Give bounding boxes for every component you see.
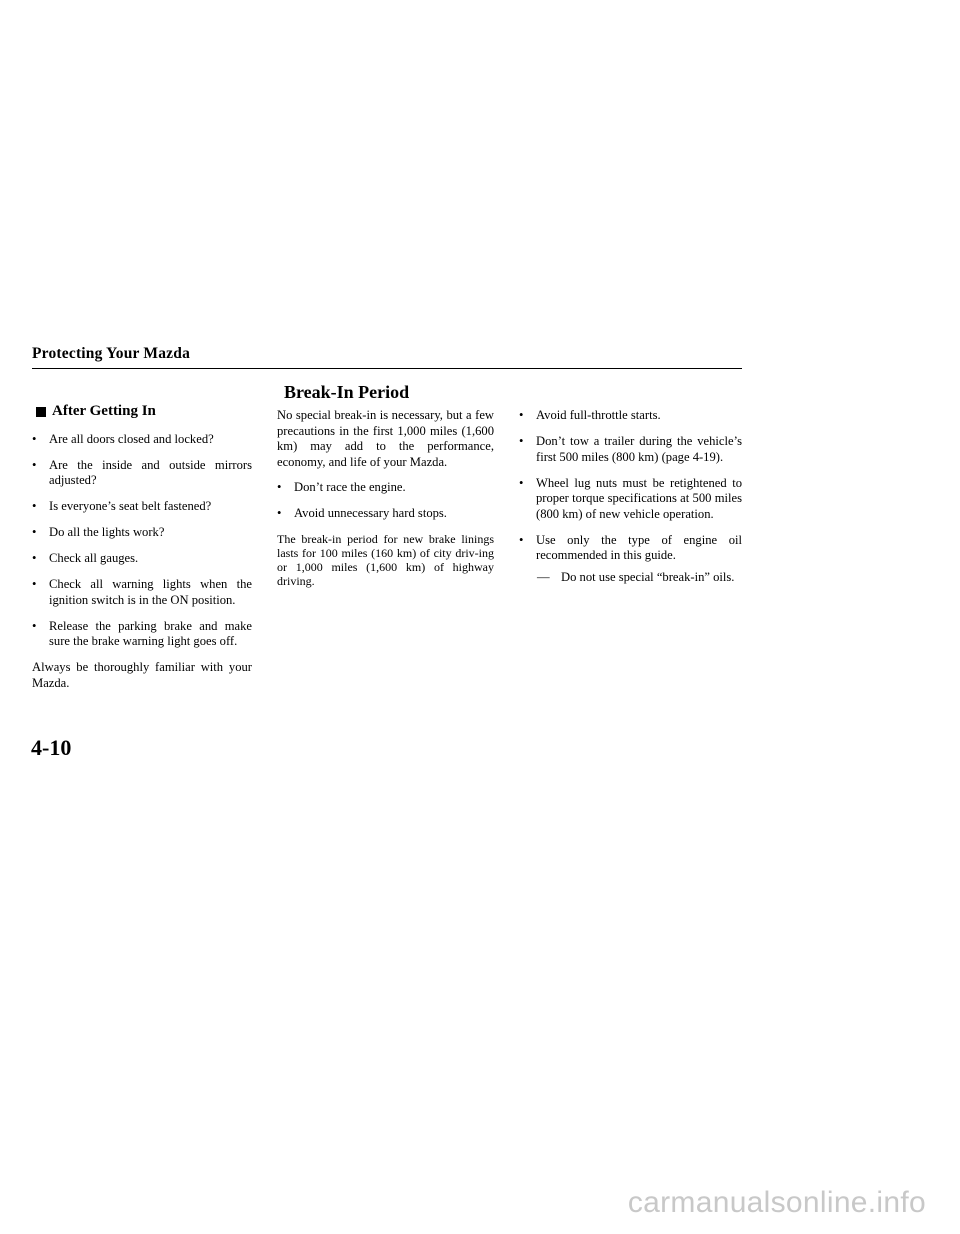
header-rule: [32, 368, 742, 369]
brake-linings-note: The break-in period for new brake linings lasts for 100 miles (160 km) of city driv-ing or 1,000 miles (1,600 km) of highway driving.: [277, 532, 494, 588]
checklist-item: • Check all gauges.: [32, 551, 252, 567]
closing-paragraph: Always be thoroughly familiar with your Mazda.: [32, 660, 252, 690]
precaution-text: Use only the type of engine oil recommended in this guide.: [536, 532, 742, 562]
column-after-getting-in: [32, 404, 252, 701]
precaution-item: • Wheel lug nuts must be retightened to proper torque specifications at 500 miles (800 km) of new vehicle operation.: [519, 476, 742, 523]
square-bullet-icon: [36, 407, 46, 417]
sub-item: [519, 570, 742, 586]
section-heading: Break-In Period: [284, 382, 410, 402]
precaution-item: • Don’t tow a trailer during the vehicle’s first 500 miles (800 km) (page 4-19).: [519, 434, 742, 465]
sub-item-text: Do not use special “break-in” oils.: [561, 569, 735, 584]
checklist-item: • Are the inside and outside mirrors adjusted?: [32, 458, 252, 489]
precaution-item: • Don’t race the engine.: [277, 480, 494, 496]
precaution-item: [519, 533, 742, 564]
checklist-item: • Are all doors closed and locked?: [32, 432, 252, 448]
column-break-in: [277, 408, 494, 598]
page-header-title: Protecting Your Mazda: [32, 345, 191, 362]
checklist-item: • Check all warning lights when the ignition switch is in the ON position.: [32, 577, 252, 608]
page-number: 4-10: [31, 735, 72, 760]
checklist-item: • Do all the lights work?: [32, 525, 252, 541]
dash-mark: —: [537, 569, 550, 584]
precaution-item: • Avoid full-throttle starts.: [519, 408, 742, 424]
subsection-heading: [32, 404, 252, 420]
precaution-item: • Avoid unnecessary hard stops.: [277, 506, 494, 522]
column-precautions: [519, 408, 742, 585]
break-in-intro: No special break-in is necessary, but a few precautions in the first 1,000 miles (1,600 km) may add to the performance, economy, and life of your Mazda.: [277, 408, 494, 469]
checklist-item: • Release the parking brake and make sure the brake warning light goes off.: [32, 619, 252, 650]
watermark: carmanualsonline.info: [627, 1186, 926, 1219]
checklist-item: • Is everyone’s seat belt fastened?: [32, 499, 252, 515]
subsection-heading-text: After Getting In: [52, 403, 156, 419]
